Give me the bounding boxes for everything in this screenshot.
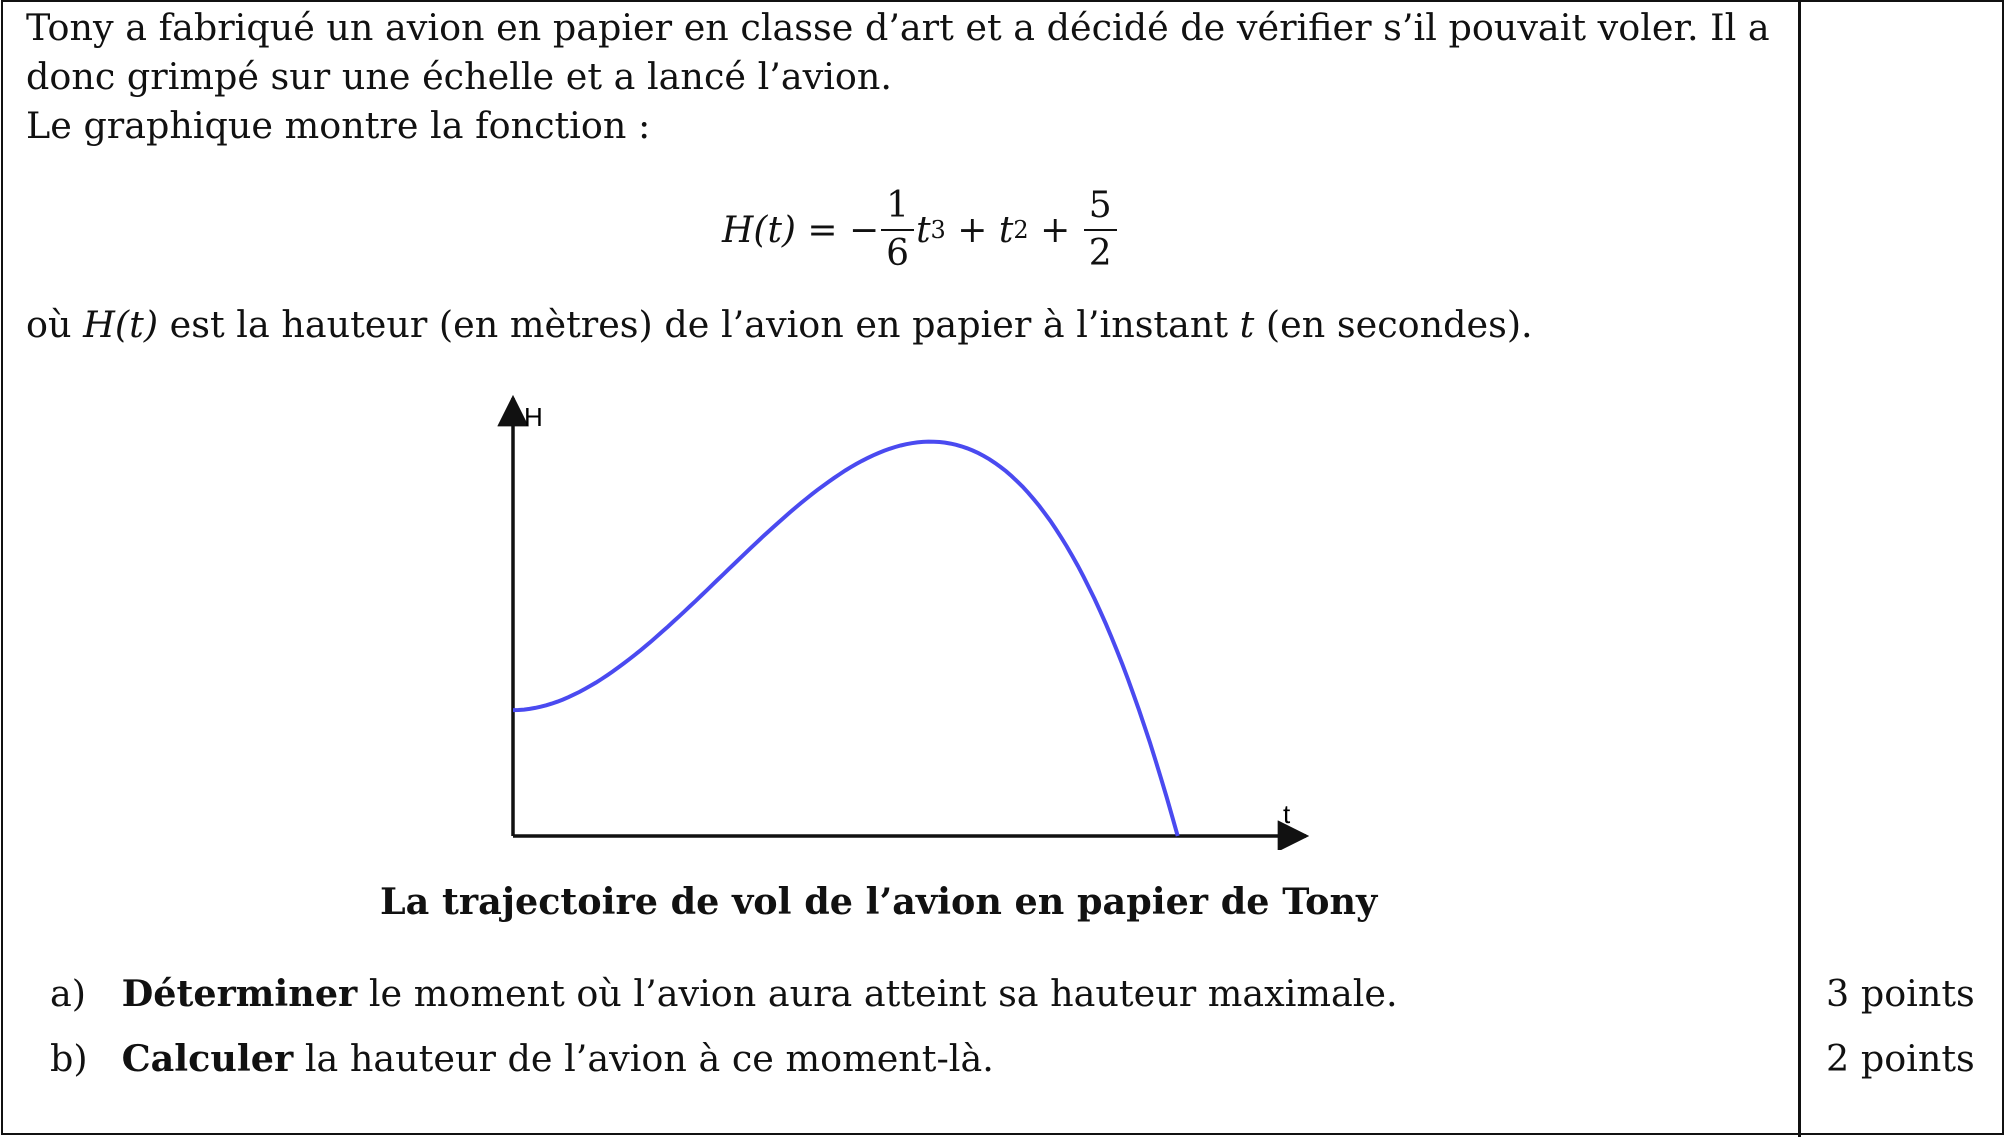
fraction-five-halves <box>1084 183 1117 277</box>
question-b-verb: Calculer <box>121 1037 294 1080</box>
formula-plus-1: + <box>945 209 999 251</box>
question-a-verb: Déterminer <box>121 972 358 1015</box>
question-b-text: la hauteur de l’avion à ce moment-là. <box>293 1037 994 1080</box>
chart-caption: La trajectoire de vol de l’avion en papier de Tony <box>380 880 1378 923</box>
points-a: 3 points <box>1826 972 1975 1015</box>
definition-t: t <box>1239 303 1255 346</box>
definition-prefix: où <box>26 303 84 346</box>
points-b: 2 points <box>1826 1037 1975 1080</box>
intro-line-1-text: Tony a fabriqué un avion en papier en classe d’art et a décidé de vérifier s’il pouvait voler. Il a <box>26 6 1770 49</box>
question-a <box>50 972 1398 1015</box>
fraction-one-sixth <box>881 183 914 277</box>
fraction-2-denominator: 2 <box>1088 233 1112 274</box>
fraction-1-denominator: 6 <box>886 233 910 274</box>
trajectory-curve <box>513 442 1178 836</box>
definition-ht: H(t) <box>83 303 159 346</box>
formula-lhs: H(t) = − <box>722 209 880 251</box>
question-b <box>50 1037 994 1080</box>
points-column-divider <box>1798 0 1801 1137</box>
intro-line-3: Le graphique montre la fonction : <box>26 104 651 147</box>
function-formula: H(t) = − $\frac{1}{6}$ t 3 + t 2 + $\frac{5}{2}$ <box>722 183 1119 277</box>
formula-t-squared-base: t <box>998 209 1014 251</box>
definition-middle: est la hauteur (en mètres) de l’avion en papier à l’instant <box>158 303 1240 346</box>
x-axis-label: t <box>1283 799 1291 829</box>
trajectory-chart <box>486 390 1316 850</box>
formula-plus-2: + <box>1028 209 1082 251</box>
question-a-text: le moment où l’avion aura atteint sa hauteur maximale. <box>357 972 1398 1015</box>
y-axis-label: H <box>524 402 543 432</box>
definition-line <box>26 300 1533 349</box>
formula-t-cubed-base: t <box>916 209 931 251</box>
fraction-2-numerator: 5 <box>1084 183 1117 231</box>
question-a-label: a) <box>50 972 87 1015</box>
definition-suffix: (en secondes). <box>1254 303 1533 346</box>
fraction-1-numerator: 1 <box>881 183 914 231</box>
intro-line-2: donc grimpé sur une échelle et a lancé l’avion. <box>26 55 893 98</box>
intro-line-1 <box>26 3 1773 52</box>
question-b-label: b) <box>50 1037 88 1080</box>
